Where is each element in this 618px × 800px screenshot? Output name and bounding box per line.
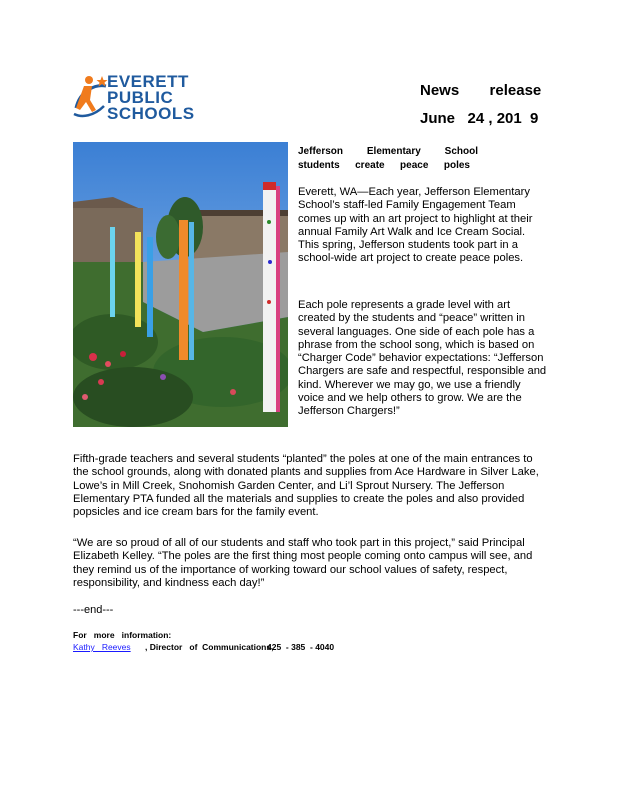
end-marker: ---end--- <box>73 604 114 616</box>
peace-poles-photo <box>73 142 288 427</box>
news-word: News <box>420 82 460 99</box>
headline <box>298 145 478 173</box>
headline-word: peace <box>400 160 429 171</box>
paragraph-planting: Fifth-grade teachers and several students “planted” the poles at one of the main entrances to the school grounds, along with donated plants and supplies from Ace Hardware in Silver Lake, Lowe’s in Mill Creek, Snohomish Garden Center, and Li’l Sprout Nursery. The Jefferson Elementary PTA funded all the materials and supplies to create the poles and also provided popsicles and ice cream bars for the family event. <box>73 453 539 519</box>
contact-line <box>73 642 393 652</box>
logo-text-public: PUBLIC <box>107 88 174 107</box>
contact-name-link[interactable]: Kathy Reeves <box>73 642 131 652</box>
logo-text-schools: SCHOOLS <box>107 104 195 123</box>
contact-title: , Director of Communications, <box>145 642 274 652</box>
headline-word: Elementary <box>366 146 421 157</box>
logo-text-everett: EVERETT <box>107 72 189 91</box>
paragraph-poles: Each pole represents a grade level with art created by the students and “peace” written in several languages. One side of each pole has a phrase from the school song, which is based on “Charger Code” behavior expectations: “Jefferson Chargers are safe and respectful, responsible and kind. Wherever we may go, we use a friendly voice and we help others to grow. We are the Jefferson Chargers!” <box>298 299 547 418</box>
headline-word: School <box>444 146 478 157</box>
paragraph-quote: “We are so proud of all of our students and staff who took part in this project,” said Principal Elizabeth Kelley. “The poles are the first thing most people coming onto campus will see, and they remind us of the importance of working toward our school values of safety, respect, responsibility, and kindness each day!” <box>73 537 533 589</box>
headline-word: poles <box>443 160 470 171</box>
headline-word: students <box>298 160 340 171</box>
paragraph-intro: Everett, WA—Each year, Jefferson Elementary School’s staff-led Family Engagement Team comes up with an art project to highlight at their annual Family Art Walk and Ice Cream Social. This spring, Jefferson students took part in a school-wide art project to create peace poles. <box>298 186 533 265</box>
headline-word: create <box>355 160 385 171</box>
release-date: June 24 , 201 9 <box>420 110 539 127</box>
more-info-label: For more information: <box>73 630 172 640</box>
news-release-label <box>420 82 541 99</box>
logo-figure-icon <box>72 70 108 128</box>
release-word: release <box>489 82 542 99</box>
district-logo <box>72 70 212 128</box>
headline-word: Jefferson <box>298 146 344 157</box>
contact-phone: 425 - 385 - 4040 <box>267 642 335 652</box>
